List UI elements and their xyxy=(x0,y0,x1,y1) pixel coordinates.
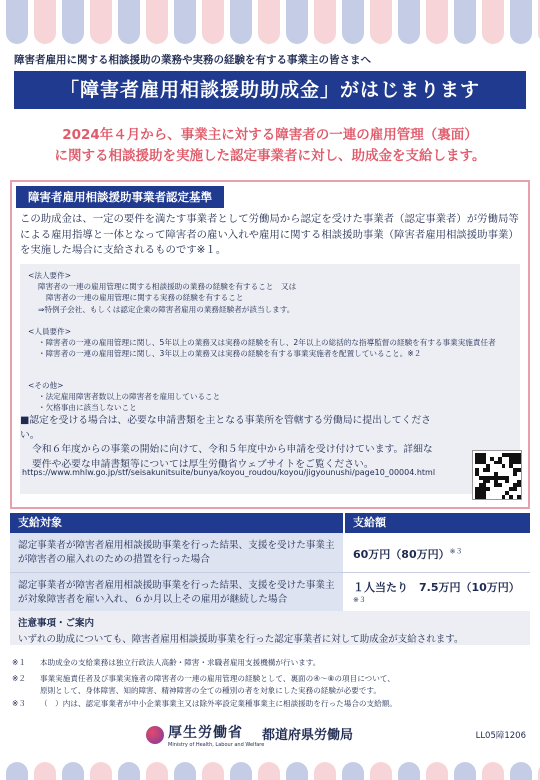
lead-line-2: に関する相談援助を実施した認定事業者に対し、助成金を支給します。 xyxy=(54,148,486,164)
ministry-name: 厚生労働省 xyxy=(168,725,243,741)
row-amount xyxy=(345,533,530,572)
table-header xyxy=(10,513,530,533)
stripe-decoration xyxy=(230,762,252,780)
footnote xyxy=(12,685,528,697)
application-note-1: ■認定を受ける場合は、必要な申請書類を主となる事業所を管轄する労働局に提出してください。 xyxy=(20,415,431,441)
stripe-decoration xyxy=(426,0,448,44)
footnote-mark: ※１ xyxy=(12,658,26,667)
subsidy-table xyxy=(10,513,530,613)
amount-footnote-mark: ※３ xyxy=(353,596,366,604)
staff-requirements xyxy=(28,326,516,360)
stripe-decoration xyxy=(510,0,532,44)
application-note-2: 令和６年度からの事業の開始に向けて、令和５年度中から申請を受け付けています。詳細な要件や必要な申請書類等については厚生労働省ウェブサイトをご覧ください。 xyxy=(32,444,433,470)
stripe-decoration xyxy=(202,762,224,780)
footnote xyxy=(12,657,528,669)
footnote-text: 事業実施責任者及び事業実施者の障害者の一連の雇用管理の経験として、裏面の④～⑧の項目について、 xyxy=(40,674,395,683)
column-amount: 支給額 xyxy=(345,513,530,533)
criteria-intro: この助成金は、一定の要件を満たす事業者として労働局から認定を受けた事業者（認定事業者）が労働局等による雇用指導と一体となって障害者の雇い入れや雇用に関する相談援助事業（障害者雇用相談援助事業）を実施した場合に支給されるものです※１。 xyxy=(20,213,519,256)
footnote-mark: ※３ xyxy=(12,699,26,708)
stripe-decoration xyxy=(454,762,476,780)
other-req-2: ・欠格事由に該当しないこと xyxy=(38,403,137,413)
stripe-decoration xyxy=(6,0,28,44)
stripe-decoration xyxy=(118,762,140,780)
footnote xyxy=(12,673,528,685)
stripe-decoration xyxy=(370,0,392,44)
stripe-decoration xyxy=(342,0,364,44)
stripe-decoration xyxy=(510,762,532,780)
table-row xyxy=(10,573,530,613)
ministry-emblem-icon xyxy=(146,726,164,744)
stripe-decoration xyxy=(370,762,392,780)
criteria-heading: 障害者雇用相談援助事業者認定基準 xyxy=(16,186,224,208)
staff-req-2: ・障害者の一連の雇用管理に関し、3年以上の業務又は実務の経験を有する事業実施者を配置していること。※２ xyxy=(38,349,422,359)
criteria-box xyxy=(10,180,530,509)
qr-code-icon[interactable] xyxy=(472,450,522,500)
ministry-name-en: Ministry of Health, Labour and Welfare xyxy=(168,742,265,748)
amount-footnote-mark: ※３ xyxy=(449,547,463,556)
corporate-heading: <法人要件> xyxy=(28,271,72,280)
corporate-req-2: 障害者の一連の雇用管理に関する実務の経験を有すること xyxy=(46,293,244,303)
notice-box xyxy=(10,611,530,645)
stripe-decoration xyxy=(146,762,168,780)
row-target: 認定事業者が障害者雇用相談援助事業を行った結果、支援を受けた事業主が障害者の雇入れのための措置を行った場合 xyxy=(10,533,345,572)
top-stripes-decoration xyxy=(0,0,540,48)
bottom-stripes-decoration xyxy=(0,760,540,780)
page-title: 「障害者雇用相談援助助成金」がはじまります xyxy=(14,71,526,109)
table-row xyxy=(10,533,530,573)
lead-line-1: 2024年４月から、事業主に対する障害者の一連の雇用管理（裏面） xyxy=(62,127,478,143)
corporate-req-3: ⇒特例子会社、もしくは認定企業の障害者雇用の業務経験者が該当します。 xyxy=(38,304,295,314)
staff-req-1: ・障害者の一連の雇用管理に関し、5年以上の業務又は実務の経験を有し、2年以上の総括的な指導監督の経験を有する事業実施責任者 xyxy=(38,338,496,348)
document-code: LL05障1206 xyxy=(475,731,526,741)
website-link[interactable]: https://www.mhlw.go.jp/stf/seisakunitsuite/bunya/koyou_roudou/koyou/jigyounushi/page10_00004.html xyxy=(22,468,436,477)
stripe-decoration xyxy=(454,0,476,44)
application-note xyxy=(20,414,440,472)
corporate-requirements xyxy=(28,270,516,315)
stripe-decoration xyxy=(482,0,504,44)
stripe-decoration xyxy=(118,0,140,44)
row-amount xyxy=(345,573,530,612)
footnote-text: （ ）内は、認定事業者が中小企業事業主又は除外率設定業種事業主に相談援助を行った場合の支給額。 xyxy=(40,699,397,708)
row-target: 認定事業者が障害者雇用相談援助事業を行った結果、支援を受けた事業主が対象障害者を雇い入れ、６か月以上その雇用が継続した場合 xyxy=(10,573,345,612)
other-requirements xyxy=(28,380,516,414)
stripe-decoration xyxy=(314,0,336,44)
lead-statement xyxy=(20,125,520,167)
footnote-text: 本助成金の支給業務は独立行政法人高齢・障害・求職者雇用支援機構が行います。 xyxy=(40,658,321,667)
stripe-decoration xyxy=(34,0,56,44)
footnote-mark: ※２ xyxy=(12,674,26,683)
labour-bureau-name: 都道府県労働局 xyxy=(262,728,354,743)
stripe-decoration xyxy=(314,762,336,780)
footnote xyxy=(12,698,528,710)
stripe-decoration xyxy=(342,762,364,780)
stripe-decoration xyxy=(398,0,420,44)
stripe-decoration xyxy=(202,0,224,44)
amount-value: 60万円（80万円） xyxy=(353,548,450,561)
other-req-1: ・法定雇用障害者数以上の障害者を雇用していること xyxy=(38,392,221,402)
stripe-decoration xyxy=(230,0,252,44)
stripe-decoration xyxy=(90,762,112,780)
corporate-req-1: 障害者の一連の雇用管理に関する相談援助の業務の経験を有すること 又は xyxy=(38,282,297,292)
audience-line: 障害者雇用に関する相談援助の業務や実務の経験を有する事業主の皆さまへ xyxy=(14,54,371,66)
amount-value: １人当たり 7.5万円（10万円） xyxy=(353,581,520,594)
stripe-decoration xyxy=(174,0,196,44)
stripe-decoration xyxy=(398,762,420,780)
stripe-decoration xyxy=(174,762,196,780)
stripe-decoration xyxy=(482,762,504,780)
column-target: 支給対象 xyxy=(10,513,345,533)
staff-heading: <人員要件> xyxy=(28,327,72,336)
stripe-decoration xyxy=(62,0,84,44)
stripe-decoration xyxy=(258,0,280,44)
footnote-text: 原則として、身体障害、知的障害、精神障害の全ての種別の者を対象にした実務の経験が必要です。 xyxy=(40,686,381,695)
stripe-decoration xyxy=(146,0,168,44)
stripe-decoration xyxy=(258,762,280,780)
stripe-decoration xyxy=(34,762,56,780)
notice-body: いずれの助成についても、障害者雇用相談援助事業を行った認定事業者に対して助成金が支給されます。 xyxy=(18,634,464,645)
stripe-decoration xyxy=(62,762,84,780)
stripe-decoration xyxy=(286,0,308,44)
other-heading: <その他> xyxy=(28,381,64,390)
stripe-decoration xyxy=(6,762,28,780)
stripe-decoration xyxy=(426,762,448,780)
notice-title: 注意事項・ご案内 xyxy=(18,618,95,629)
ministry-logo xyxy=(146,722,264,748)
stripe-decoration xyxy=(286,762,308,780)
stripe-decoration xyxy=(90,0,112,44)
